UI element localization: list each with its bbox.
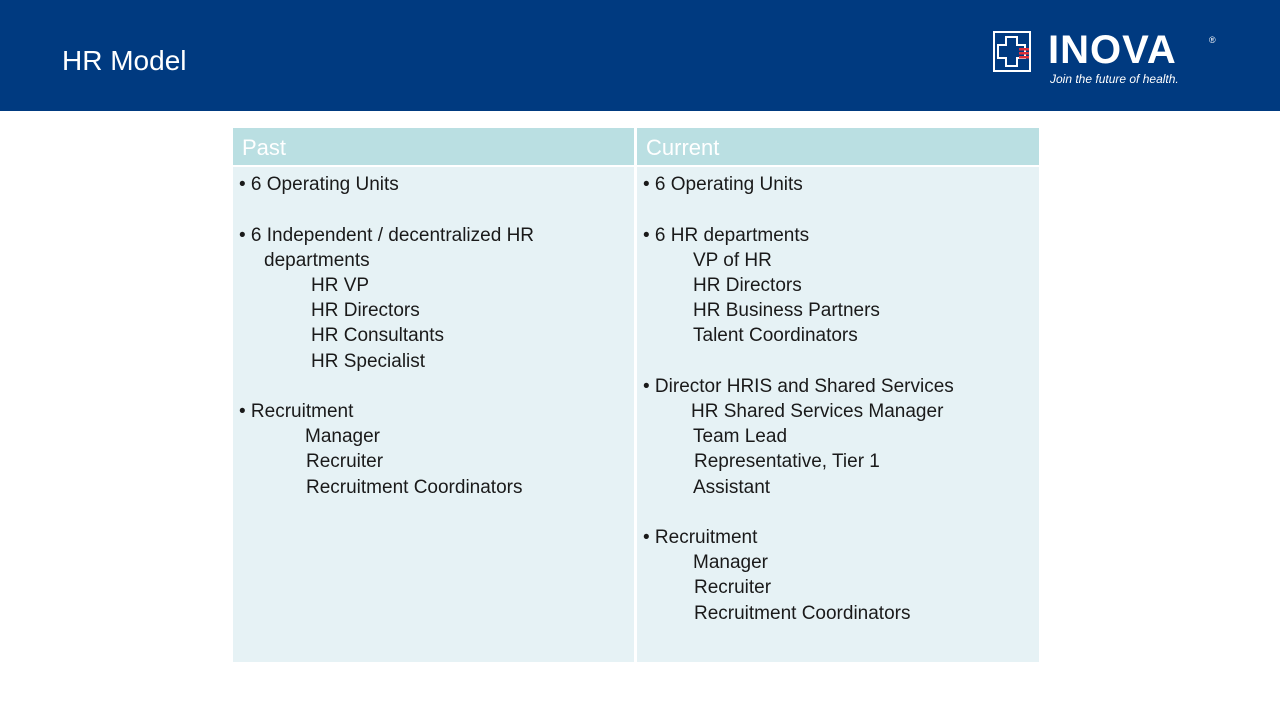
- past-body: [233, 167, 634, 662]
- list-item: VP of HR: [693, 250, 772, 271]
- page-title: HR Model: [62, 45, 187, 76]
- list-item: HR Specialist: [311, 351, 426, 372]
- list-item: Recruitment Coordinators: [306, 477, 523, 498]
- list-item: • 6 Operating Units: [239, 174, 399, 195]
- list-item: Talent Coordinators: [693, 325, 858, 346]
- list-item: Manager: [305, 426, 380, 447]
- list-item: • 6 HR departments: [643, 225, 810, 246]
- list-item: Recruiter: [306, 451, 384, 472]
- list-item: HR Directors: [693, 275, 802, 296]
- current-header: Current: [637, 128, 1039, 165]
- inova-cross-icon: [993, 31, 1033, 73]
- list-item: • 6 Independent / decentralized HR: [239, 225, 535, 246]
- past-column: [233, 128, 634, 662]
- list-item: HR Shared Services Manager: [691, 401, 944, 422]
- logo-tagline: Join the future of health.: [1050, 72, 1179, 86]
- list-item: Assistant: [693, 477, 771, 498]
- past-header: Past: [233, 128, 634, 165]
- list-item: Recruiter: [694, 577, 772, 598]
- inova-logo: [992, 30, 1222, 92]
- list-item: • 6 Operating Units: [643, 174, 803, 195]
- list-item: Team Lead: [693, 426, 788, 447]
- list-item: • Recruitment: [643, 527, 758, 548]
- list-item: • Director HRIS and Shared Services: [643, 376, 954, 397]
- list-item: HR Consultants: [311, 325, 445, 346]
- list-item: Representative, Tier 1: [694, 451, 880, 472]
- current-column: [637, 128, 1039, 662]
- current-body: [637, 167, 1039, 662]
- list-item: Recruitment Coordinators: [694, 603, 911, 624]
- list-item: HR VP: [311, 275, 370, 296]
- list-item: • Recruitment: [239, 401, 354, 422]
- list-item: HR Directors: [311, 300, 420, 321]
- logo-registered-mark: ®: [1209, 35, 1216, 45]
- list-item: Manager: [693, 552, 768, 573]
- list-item: departments: [264, 250, 370, 271]
- header-bar: [0, 0, 1280, 111]
- logo-wordmark: INOVA: [1048, 28, 1177, 72]
- hr-model-table: [233, 128, 1039, 662]
- list-item: HR Business Partners: [693, 300, 880, 321]
